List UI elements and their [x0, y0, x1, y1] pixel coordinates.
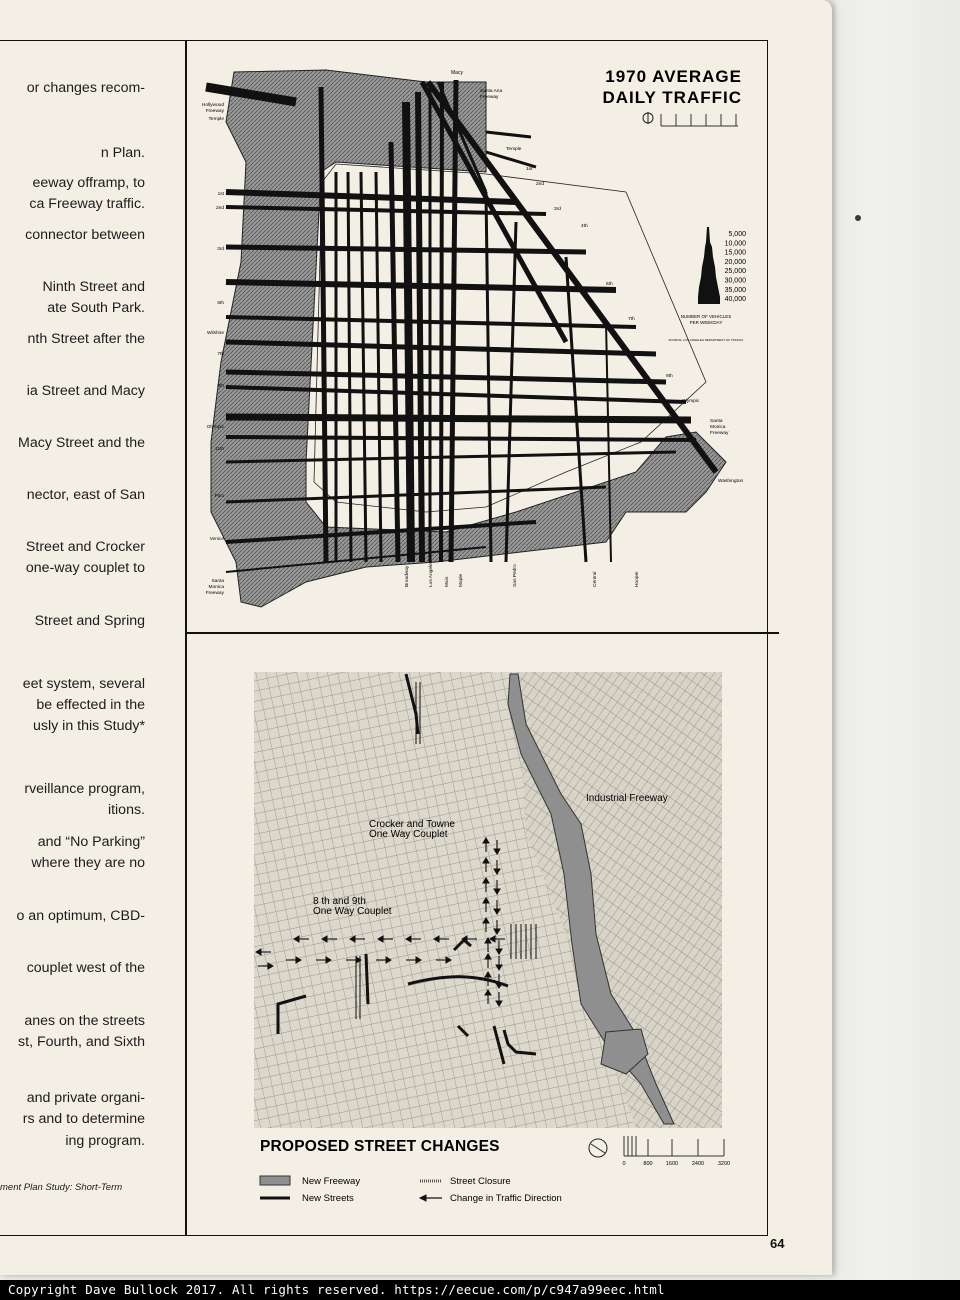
street-label-east: Freeway — [710, 431, 729, 436]
legend-value: 30,000 — [724, 277, 746, 285]
street-volume-band — [418, 92, 422, 562]
street-label-west: 1st — [217, 192, 224, 197]
counter-fleck — [855, 215, 861, 221]
street-volume-band — [486, 152, 536, 167]
legend-value: 5,000 — [728, 231, 746, 238]
street-label-west: 11th — [215, 447, 224, 452]
body-text-line: nth Street after the — [27, 331, 145, 347]
legend-value: 25,000 — [724, 268, 746, 276]
page-number: 64 — [770, 1236, 785, 1251]
street-label-west: Olympic — [206, 425, 224, 430]
legend-new-freeway-swatch — [260, 1176, 290, 1185]
traffic-volume-map — [186, 42, 778, 632]
street-label-east: Monica — [710, 425, 726, 430]
north-arrow-icon — [643, 112, 653, 124]
body-text-line: eeway offramp, to — [32, 175, 145, 191]
street-label-east: 2nd — [536, 182, 545, 187]
scale-bar-labels — [622, 1161, 730, 1167]
scale-label: 800 — [643, 1161, 653, 1167]
scale-label: 1600 — [665, 1161, 679, 1167]
street-label-east: 1st — [526, 167, 533, 172]
legend-caption-2: PER WEEKDAY — [689, 320, 723, 325]
legend-caption-1: NUMBER OF VEHICLES — [680, 314, 732, 319]
body-text-line: Street and Spring — [34, 613, 145, 629]
legend-value: 15,000 — [724, 249, 746, 257]
street-label-south: Broadway — [405, 565, 410, 587]
top-street-label: Macy — [451, 70, 463, 76]
north-arrow-icon — [589, 1139, 607, 1157]
street-label-east: 9th — [666, 374, 673, 379]
legend-direction-label: Change in Traffic Direction — [450, 1193, 562, 1204]
volume-legend-values — [725, 231, 747, 303]
street-label-east: 4th — [581, 224, 588, 229]
body-text-line: ia Street and Macy — [26, 383, 145, 399]
crocker-couplet-label-1: Crocker and Towne — [369, 819, 455, 830]
traffic-map-title-line2: DAILY TRAFFIC — [602, 88, 742, 107]
street-label-east: Washington — [718, 479, 744, 484]
street-label-east: Santa Ana — [480, 89, 503, 94]
body-text-line: connector between — [25, 227, 145, 243]
street-label-south: Los Angeles — [429, 560, 434, 587]
street-label-west: Monica — [208, 585, 224, 590]
body-text-line: rveillance program, — [24, 781, 145, 797]
street-label-west: Wilshire — [206, 331, 224, 336]
street-volume-band — [441, 82, 442, 562]
ninth-couplet-label-1: 8 th and 9th — [313, 896, 366, 907]
legend-new-freeway-label: New Freeway — [302, 1176, 361, 1187]
body-text-line: one-way couplet to — [25, 560, 145, 576]
street-label-east: Olympic — [682, 399, 700, 404]
footnote: ment Plan Study: Short-Term — [0, 1182, 123, 1193]
body-text-line: or changes recom- — [26, 80, 145, 96]
body-text-line: usly in this Study* — [33, 718, 145, 734]
scale-bar — [624, 1136, 724, 1156]
legend-value: 40,000 — [724, 296, 746, 304]
legend-value: 10,000 — [724, 240, 746, 248]
street-label-east: Temple — [506, 147, 522, 152]
street-label-west: Freeway — [205, 109, 224, 114]
body-text-line: rs and to determine — [22, 1111, 145, 1127]
body-text-line: Ninth Street and — [42, 279, 145, 295]
street-label-west: 7th — [217, 352, 224, 357]
legend-direction-arrow-icon — [420, 1195, 442, 1201]
body-text-line: ca Freeway traffic. — [29, 196, 145, 212]
copyright-text: Copyright Dave Bullock 2017. All rights reserved. https://eecue.com/p/c947a99eec.html — [8, 1282, 665, 1297]
body-text-line: itions. — [107, 802, 145, 818]
body-text-line: eet system, several — [22, 676, 145, 692]
street-label-west: Santa — [211, 579, 224, 584]
street-label-east: 6th — [606, 282, 613, 287]
street-volume-band — [226, 417, 691, 420]
body-text-line: and private organi- — [26, 1090, 145, 1106]
volume-legend-tower — [698, 227, 720, 304]
street-label-west: Venice — [209, 537, 224, 542]
street-label-south: Central — [593, 571, 598, 587]
street-label-east: 7th — [628, 317, 635, 322]
street-label-west: Hollywood — [201, 103, 224, 108]
street-label-south: Maple — [459, 573, 464, 587]
body-text-line: st, Fourth, and Sixth — [18, 1034, 145, 1050]
body-text-line: where they are no — [31, 855, 145, 871]
street-label-west: 3rd — [217, 247, 224, 252]
ninth-couplet-label-2: One Way Couplet — [313, 906, 392, 917]
scale-label: 2400 — [691, 1161, 705, 1167]
street-label-west: 6th — [217, 301, 224, 306]
street-label-west: Freeway — [205, 591, 224, 596]
street-label-west: 2nd — [215, 206, 224, 211]
traffic-map-title-line1: 1970 AVERAGE — [605, 67, 742, 86]
copyright-strip — [0, 1280, 960, 1300]
body-text-line: be effected in the — [36, 697, 145, 713]
legend-value: 20,000 — [724, 258, 746, 266]
traffic-source-note: SOURCE: LOS ANGELES DEPARTMENT OF TRAFFIC — [668, 338, 744, 342]
body-text-line: o an optimum, CBD- — [16, 908, 145, 924]
legend-new-streets-label: New Streets — [302, 1193, 354, 1204]
body-text-line: Macy Street and the — [18, 435, 145, 451]
body-text-line: couplet west of the — [26, 960, 145, 976]
scale-label: 3200 — [717, 1161, 731, 1167]
body-text-line: Street and Crocker — [25, 539, 145, 555]
street-volume-band — [406, 102, 411, 562]
street-label-west: Pico — [214, 494, 224, 499]
body-text-line: and “No Parking” — [37, 834, 145, 850]
street-changes-title: PROPOSED STREET CHANGES — [260, 1138, 500, 1155]
street-label-east: Santa — [710, 419, 723, 424]
street-label-east: Freeway — [480, 95, 499, 100]
body-text-line: ate South Park. — [47, 300, 145, 316]
body-text-line: anes on the streets — [24, 1013, 145, 1029]
crocker-couplet-label-2: One Way Couplet — [369, 829, 448, 840]
industrial-freeway-label: Industrial Freeway — [586, 793, 668, 804]
legend-value: 35,000 — [724, 286, 746, 294]
street-volume-band — [486, 132, 531, 137]
body-text-line: nector, east of San — [26, 487, 145, 503]
body-text-line: n Plan. — [100, 145, 145, 161]
proposed-street-changes-map — [186, 634, 778, 1234]
street-label-south: Hooper — [635, 571, 640, 587]
legend-street-closure-label: Street Closure — [450, 1176, 511, 1187]
countertop — [810, 0, 960, 1280]
street-label-east: 3rd — [554, 207, 561, 212]
street-label-south: San Pedro — [513, 564, 518, 587]
traffic-scale-bar — [661, 114, 738, 126]
street-label-south: Main — [445, 576, 450, 587]
scale-label: 0 — [622, 1161, 626, 1167]
body-text-line: ing program. — [65, 1133, 145, 1149]
street-label-west: 9th — [217, 384, 224, 389]
street-label-west: Temple — [208, 117, 224, 122]
